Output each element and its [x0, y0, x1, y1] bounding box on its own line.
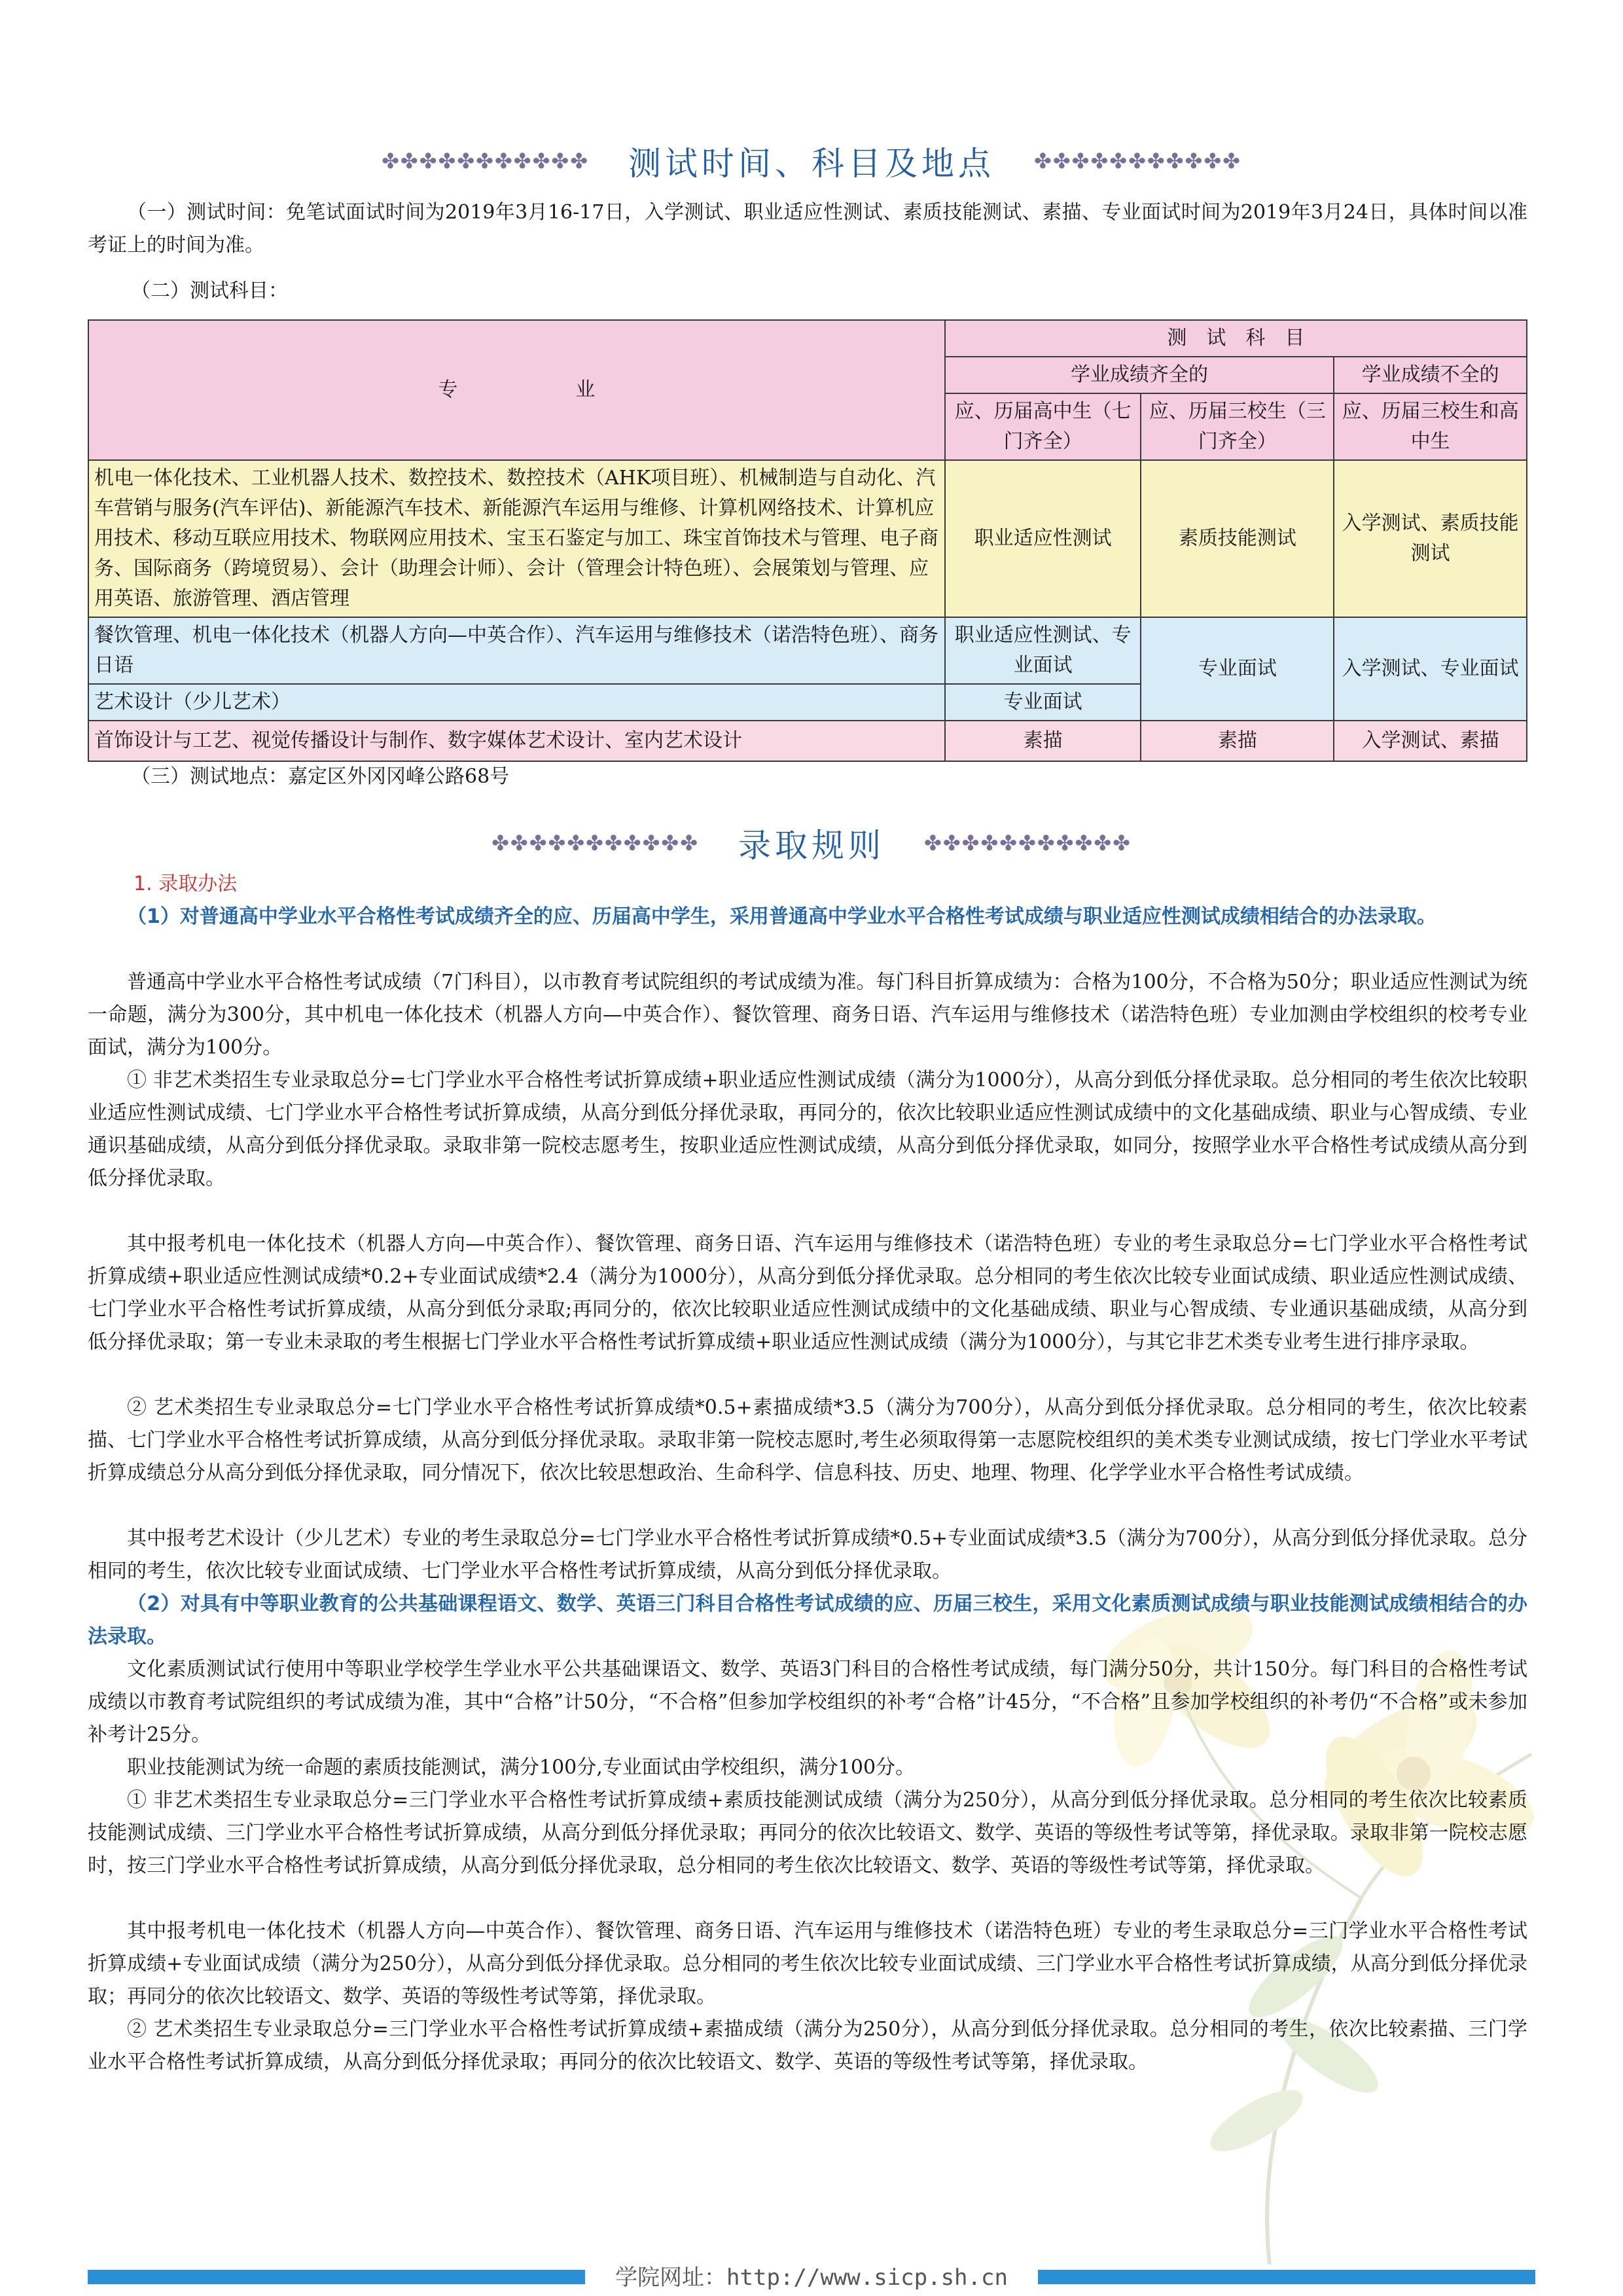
table-cell-major: 艺术设计（少儿艺术） [88, 684, 945, 721]
paragraph: ② 艺术类招生专业录取总分=七门学业水平合格性考试折算成绩*0.5+素描成绩*3.5（满分为700分），从高分到低分择优录取。总分相同的考生，依次比较素描、七门学业水平合格性考试折算成绩，从高分到低分择优录取。录取非第一院校志愿时,考生必须取得第一志愿院校组织的美术类专业测试成绩，按七门学业水平考试折算成绩总分从高分到低分择优录取，同分情况下，依次比较思想政治、生命科学、信息科技、历史、地理、物理、化学学业水平合格性考试成绩。 [88, 1396, 1527, 1484]
paragraph: 职业技能测试为统一命题的素质技能测试，满分100分,专业面试由学校组织，满分100分。 [127, 1756, 916, 1779]
heading-ornament-right: ✤✤✤✤✤✤✤✤✤✤✤ [1034, 149, 1241, 173]
section-title: 录取规则 [738, 827, 885, 865]
method1-title: （1）对普通高中学业水平合格性考试成绩齐全的应、历届高中学生，采用普通高中学业水平合格性考试成绩与职业适应性测试成绩相结合的办法录取。 [127, 905, 1436, 928]
paragraph: ① 非艺术类招生专业录取总分=三门学业水平合格性考试折算成绩+素质技能测试成绩（满分为250分），从高分到低分择优录取。总分相同的考生依次比较素质技能测试成绩、三门学业水平合格性考试折算成绩，从高分到低分择优录取；再同分的依次比较语文、数学、英语的等级性考试等第，择优录取。录取非第一院校志愿时，按三门学业水平合格性考试折算成绩，从高分到低分择优录取，总分相同的考生依次比较语文、数学、英语的等级性考试等第，择优录取。 [88, 1789, 1527, 1877]
table-header-col1: 应、历届高中生（七门齐全） [945, 393, 1141, 460]
paragraph: 普通高中学业水平合格性考试成绩（7门科目），以市教育考试院组织的考试成绩为准。每门科目折算成绩为：合格为100分，不合格为50分；职业适应性测试为统一命题，满分为300分，其中机电一体化技术（机器人方向—中英合作）、餐饮管理、商务日语、汽车运用与维修技术（诺浩特色班）专业加测由学校组织的校考专业面试，满分为100分。 [88, 971, 1527, 1059]
table-cell: 素描 [1141, 721, 1334, 761]
table-cell: 职业适应性测试 [945, 460, 1141, 617]
paragraph: 文化素质测试试行使用中等职业学校学生学业水平公共基础课语文、数学、英语3门科目的合格性考试成绩，每门满分50分，共计150分。每门科目的合格性考试成绩以市教育考试院组织的考试成绩为准，其中“合格”计50分，“不合格”但参加学校组织的补考“合格”计45分，“不合格”且参加学校组织的补考仍“不合格”或未参加补考计25分。 [88, 1658, 1527, 1746]
paragraph: ① 非艺术类招生专业录取总分=七门学业水平合格性考试折算成绩+职业适应性测试成绩（满分为1000分），从高分到低分择优录取。总分相同的考生依次比较职业适应性测试成绩、七门学业水平合格性考试折算成绩，从高分到低分择优录取，再同分的，依次比较职业适应性测试成绩中的文化基础成绩、职业与心智成绩、专业通识基础成绩，从高分到低分择优录取。录取非第一院校志愿考生，按职业适应性测试成绩，从高分到低分择优录取，如同分，按照学业水平合格性考试成绩从高分到低分择优录取。 [88, 1069, 1527, 1190]
table-cell-major: 首饰设计与工艺、视觉传播设计与制作、数字媒体艺术设计、室内艺术设计 [88, 721, 945, 761]
table-row [88, 721, 1527, 761]
table-cell-major: 餐饮管理、机电一体化技术（机器人方向—中英合作）、汽车运用与维修技术（诺浩特色班）、商务日语 [88, 617, 945, 684]
test-subjects-table [88, 319, 1527, 762]
table-cell: 职业适应性测试、专业面试 [945, 617, 1141, 684]
heading-ornament-right: ✤✤✤✤✤✤✤✤✤✤✤ [924, 831, 1132, 855]
section-title: 测试时间、科目及地点 [628, 145, 995, 183]
paragraph: 其中报考艺术设计（少儿艺术）专业的考生录取总分=七门学业水平合格性考试折算成绩*0.5+专业面试成绩*3.5（满分为700分），从高分到低分择优录取。总分相同的考生，依次比较专业面试成绩、七门学业水平合格性考试折算成绩，从高分到低分择优录取。 [88, 1527, 1527, 1583]
paragraph: 其中报考机电一体化技术（机器人方向—中英合作）、餐饮管理、商务日语、汽车运用与维修技术（诺浩特色班）专业的考生录取总分=三门学业水平合格性考试折算成绩+专业面试成绩（满分为250分），从高分到低分择优录取。总分相同的考生依次比较专业面试成绩、三门学业水平合格性考试折算成绩，从高分到低分择优录取；再同分的依次比较语文、数学、英语的等级性考试等第，择优录取。 [88, 1920, 1527, 2008]
paragraph: ② 艺术类招生专业录取总分=三门学业水平合格性考试折算成绩+素描成绩（满分为250分），从高分到低分择优录取。总分相同的考生，依次比较素描、三门学业水平合格性考试折算成绩，从高分到低分择优录取；再同分的依次比较语文、数学、英语的等级性考试等第，择优录取。 [88, 2018, 1527, 2073]
table-header-major: 专 业 [88, 320, 945, 460]
method2-title: （2）对具有中等职业教育的公共基础课程语文、数学、英语三门科目合格性考试成绩的应、历届三校生，采用文化素质测试成绩与职业技能测试成绩相结合的办法录取。 [88, 1592, 1527, 1648]
method-title: 1. 录取办法 [134, 872, 238, 895]
table-header-complete: 学业成绩齐全的 [945, 357, 1334, 393]
heading-ornament-left: ✤✤✤✤✤✤✤✤✤✤✤ [382, 149, 589, 173]
test-time-paragraph: （一）测试时间：免笔试面试时间为2019年3月16-17日，入学测试、职业适应性测试、素质技能测试、素描、专业面试时间为2019年3月24日，具体时间以准考证上的时间为准。 [88, 201, 1527, 257]
table-header-subjects: 测 试 科 目 [945, 320, 1527, 357]
table-cell-major: 机电一体化技术、工业机器人技术、数控技术、数控技术（AHK项目班）、机械制造与自动化、汽车营销与服务(汽车评估)、新能源汽车技术、新能源汽车运用与维修、计算机网络技术、计算机应用技术、移动互联应用技术、物联网应用技术、宝玉石鉴定与加工、珠宝首饰技术与管理、电子商务、国际商务（跨境贸易）、会计（助理会计师）、会计（管理会计特色班）、会展策划与管理、应用英语、旅游管理、酒店管理 [88, 460, 945, 617]
footer-website[interactable]: 学院网址：http://www.sicp.sh.cn [615, 2265, 1008, 2291]
section-heading-admission [0, 819, 1623, 867]
table-cell: 素质技能测试 [1141, 460, 1334, 617]
table-cell: 入学测试、素质技能测试 [1334, 460, 1527, 617]
test-location: （三）测试地点：嘉定区外冈冈峰公路68号 [131, 765, 510, 788]
section-heading-test [0, 137, 1623, 185]
table-cell: 专业面试 [945, 684, 1141, 721]
table-header-col3: 应、历届三校生和高中生 [1334, 393, 1527, 460]
table-header-col2: 应、历届三校生（三门齐全） [1141, 393, 1334, 460]
table-cell: 入学测试、素描 [1334, 721, 1527, 761]
table-cell: 专业面试 [1141, 617, 1334, 721]
heading-ornament-left: ✤✤✤✤✤✤✤✤✤✤✤ [491, 831, 699, 855]
table-cell: 入学测试、专业面试 [1334, 617, 1527, 721]
table-header-incomplete: 学业成绩不全的 [1334, 357, 1527, 393]
paragraph: 其中报考机电一体化技术（机器人方向—中英合作）、餐饮管理、商务日语、汽车运用与维修技术（诺浩特色班）专业的考生录取总分=七门学业水平合格性考试折算成绩+职业适应性测试成绩*0.2+专业面试成绩*2.4（满分为1000分），从高分到低分择优录取。总分相同的考生依次比较专业面试成绩、职业适应性测试成绩、七门学业水平合格性考试折算成绩，从高分到低分录取;再同分的，依次比较职业适应性测试成绩中的文化基础成绩、职业与心智成绩、专业通识基础成绩，从高分到低分择优录取；第一专业未录取的考生根据七门学业水平合格性考试折算成绩+职业适应性测试成绩（满分为1000分），与其它非艺术类专业考生进行排序录取。 [88, 1232, 1527, 1354]
test-subjects-label: （二）测试科目： [131, 279, 288, 302]
table-cell: 素描 [945, 721, 1141, 761]
table-row [88, 617, 1527, 684]
table-row [88, 460, 1527, 617]
